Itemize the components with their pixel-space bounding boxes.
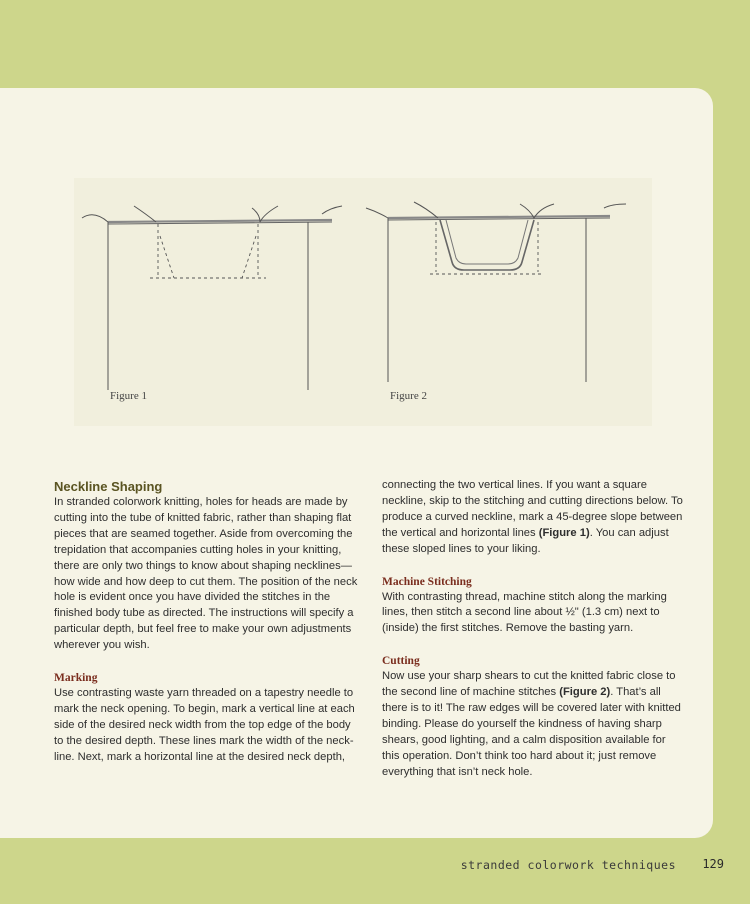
intro-paragraph: In stranded colorwork knitting, holes for heads are made by cutting into the tube of knitted fabric, rather than shaping flat pieces that are seamed together. Aside from overcoming the trepidation that accompanies cutting holes in your knitting, there are only two things to know about shaping necklines—how wide and how deep to cut them. The position of the neck hole is evident once you have divided the stitches in the finished body tube as directed. The instructions will specify a particular depth, but feel free to make your own adjustments wherever you wish. (54, 496, 358, 652)
marking-cont-text: connecting the two vertical lines. If you want a square neckline, skip to the stitching and cutting directions below. To produce a curved neckline, mark a 45-degree slope between the vertical and horizontal lines (382, 479, 683, 539)
marking-cont-text-end: . You can adjust these sloped lines to your liking. (382, 526, 669, 555)
marking-paragraph: Use contrasting waste yarn threaded on a tapestry needle to mark the neck opening. To begin, mark a vertical line at each side of the desired neck width from the top edge of the body to the desired depth. These lines mark the width of the neck-line. Next, mark a horizontal line at the desired neck depth, (54, 687, 355, 763)
figure-2-drawing (366, 202, 626, 382)
marking-continued-paragraph (382, 478, 686, 558)
figure-2-caption: Figure 2 (390, 390, 427, 402)
marking-heading: Marking (54, 672, 98, 685)
cutting-heading: Cutting (382, 655, 420, 668)
left-column (54, 478, 358, 766)
cutting-text: Now use your sharp shears to cut the knitted fabric close to the second line of machine stitches (382, 670, 676, 699)
figure-1-drawing (82, 206, 342, 390)
footer-section-title: stranded colorwork techniques (460, 858, 676, 872)
machine-stitching-heading: Machine Stitching (382, 575, 472, 588)
cutting-paragraph (382, 669, 686, 780)
figure-1-caption: Figure 1 (110, 390, 147, 402)
figure-2-reference: (Figure 2) (559, 686, 611, 699)
page-number: 129 (702, 857, 724, 871)
right-column (382, 478, 686, 781)
neckline-diagrams (74, 178, 652, 426)
figures-illustration (74, 178, 652, 426)
machine-stitching-paragraph: With contrasting thread, machine stitch along the marking lines, then stitch a second line about ½" (1.3 cm) next to (inside) the first stitches. Remove the basting yarn. (382, 590, 667, 635)
figure-1-reference: (Figure 1) (538, 526, 590, 539)
neckline-shaping-heading: Neckline Shaping (54, 479, 163, 494)
cutting-text-end: . That’s all there is to it! The raw edges will be covered later with knitted binding. Please do yourself the kindness of having sharp shears, good lighting, and a calm disposition available for this operation. Don’t think too hard about it; just remove everything that isn’t neck hole. (382, 686, 681, 778)
